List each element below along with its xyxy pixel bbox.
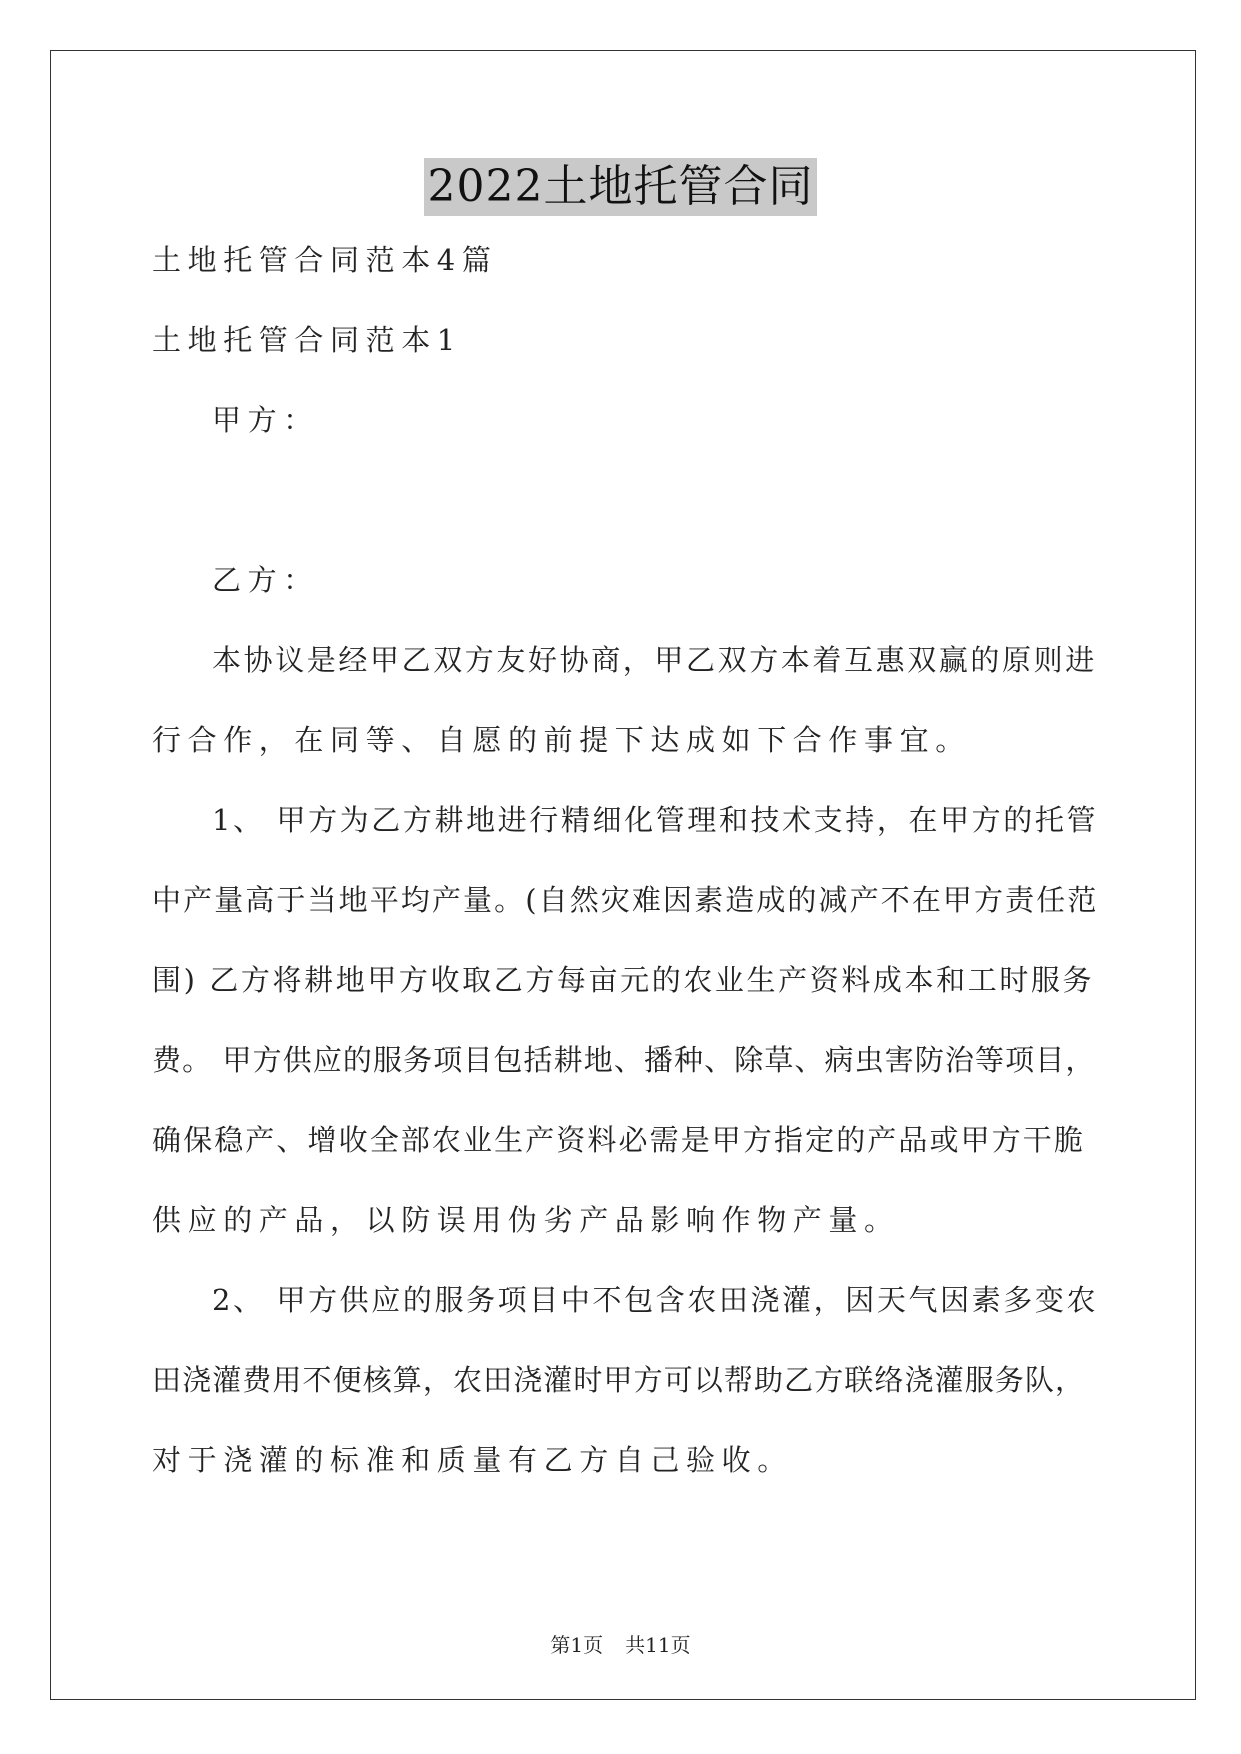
document-title: 2022土地托管合同 [424, 158, 818, 216]
paragraph-line: 中产量高于当地平均产量。(自然灾难因素造成的减产不在甲方责任范 [152, 883, 1099, 917]
paragraph-line: 2、 甲方供应的服务项目中不包含农田浇灌，因天气因素多变农 [212, 1283, 1099, 1317]
title-container [0, 158, 1241, 216]
paragraph-line: 确保稳产、增收全部农业生产资料必需是甲方指定的产品或甲方干脆 [152, 1123, 1086, 1157]
page-footer [0, 1632, 1241, 1658]
page-total: 共11页 [625, 1633, 691, 1657]
party-b-label: 乙方： [212, 563, 319, 597]
paragraph-line: 围) 乙方将耕地甲方收取乙方每亩元的农业生产资料成本和工时服务 [152, 963, 1095, 997]
page-number: 第1页 [550, 1633, 604, 1657]
paragraph-line: 对于浇灌的标准和质量有乙方自己验收。 [152, 1443, 793, 1477]
paragraph-line: 本协议是经甲乙双方友好协商，甲乙双方本着互惠双赢的原则进 [212, 643, 1097, 677]
paragraph-line: 行合作，在同等、自愿的前提下达成如下合作事宜。 [152, 723, 971, 757]
party-a-label: 甲方： [212, 403, 319, 437]
section-heading: 土地托管合同范本1 [152, 323, 462, 357]
paragraph-line: 1、 甲方为乙方耕地进行精细化管理和技术支持，在甲方的托管 [212, 803, 1099, 837]
paragraph-line: 田浇灌费用不便核算，农田浇灌时甲方可以帮助乙方联络浇灌服务队， [152, 1363, 1086, 1397]
paragraph-line: 费。 甲方供应的服务项目包括耕地、播种、除草、病虫害防治等项目， [152, 1043, 1096, 1077]
subtitle-line: 土地托管合同范本4篇 [152, 243, 498, 277]
paragraph-line: 供应的产品，以防误用伪劣产品影响作物产量。 [152, 1203, 900, 1237]
